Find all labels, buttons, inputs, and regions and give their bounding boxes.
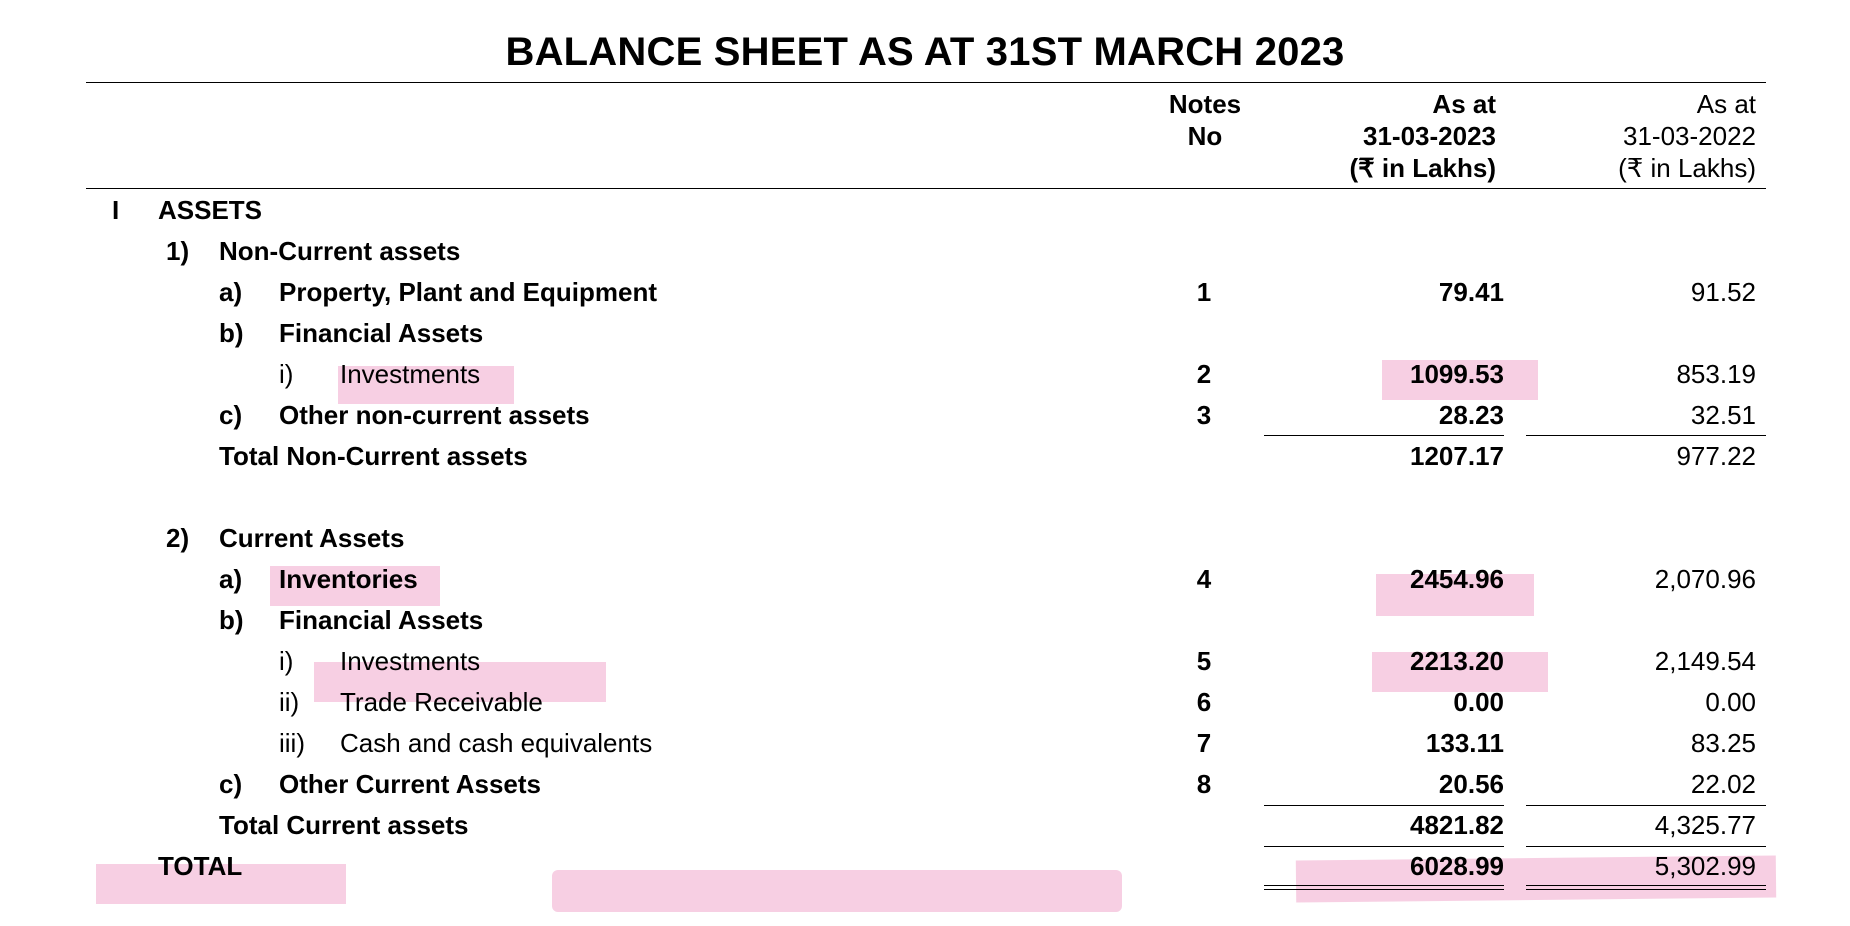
row-note: 7 (1196, 728, 1212, 758)
current-header-line: 31-03-2023 (1363, 121, 1496, 151)
table-row (0, 190, 1850, 230)
row-label: Property, Plant and Equipment (279, 277, 658, 307)
table-row (0, 272, 1850, 312)
row-previous: 22.02 (1690, 769, 1756, 799)
row-marker: a) (219, 277, 243, 307)
row-marker: b) (219, 318, 244, 348)
grand-total-double-rule (1264, 885, 1504, 890)
row-label: Financial Assets (279, 605, 484, 635)
table-row (0, 313, 1850, 353)
row-current: 6028.99 (1410, 851, 1504, 881)
row-label: Financial Assets (279, 318, 484, 348)
row-current: 1099.53 (1410, 359, 1504, 389)
row-note: 1 (1196, 277, 1212, 307)
row-note: 2 (1196, 359, 1212, 389)
row-label: Total Non-Current assets (219, 441, 528, 471)
row-marker: iii) (279, 728, 305, 758)
row-previous: 2,149.54 (1654, 646, 1756, 676)
row-previous: 4,325.77 (1654, 810, 1756, 840)
row-note: 5 (1196, 646, 1212, 676)
row-label: ASSETS (158, 195, 263, 225)
grand-total-double-rule (1526, 885, 1766, 890)
table-row (0, 231, 1850, 271)
row-marker: i) (279, 359, 294, 389)
previous-header-line: 31-03-2022 (1623, 121, 1756, 151)
previous-header-line: (₹ in Lakhs) (1618, 153, 1756, 183)
current-year-header (1260, 88, 1496, 184)
row-marker: a) (219, 564, 243, 594)
row-previous: 91.52 (1690, 277, 1756, 307)
row-marker: I (112, 195, 120, 225)
row-current: 133.11 (1425, 728, 1504, 758)
table-row (0, 518, 1850, 558)
row-marker: 2) (166, 523, 190, 553)
row-note: 3 (1196, 400, 1212, 430)
table-row (0, 805, 1850, 845)
row-current: 4821.82 (1410, 810, 1504, 840)
row-label: Investments (340, 646, 481, 676)
row-marker: ii) (279, 687, 300, 717)
notes-header-line: No (1187, 121, 1223, 151)
row-current: 1207.17 (1410, 441, 1504, 471)
row-previous: 977.22 (1676, 441, 1756, 471)
table-row (0, 846, 1850, 886)
row-previous: 0.00 (1705, 687, 1756, 717)
row-previous: 853.19 (1676, 359, 1756, 389)
previous-header-line: As at (1696, 89, 1756, 119)
row-previous: 5,302.99 (1654, 851, 1756, 881)
table-row (0, 764, 1850, 804)
current-header-line: As at (1432, 89, 1496, 119)
row-current: 28.23 (1438, 400, 1504, 430)
table-row (0, 682, 1850, 722)
table-row (0, 354, 1850, 394)
row-label: Other non-current assets (279, 400, 590, 430)
row-label: Cash and cash equivalents (340, 728, 653, 758)
row-current: 79.41 (1438, 277, 1504, 307)
row-current: 20.56 (1438, 769, 1504, 799)
row-previous: 83.25 (1690, 728, 1756, 758)
table-row (0, 641, 1850, 681)
notes-header (1140, 88, 1270, 152)
row-label: Total Current assets (219, 810, 469, 840)
row-previous: 32.51 (1690, 400, 1756, 430)
row-label: Investments (340, 359, 481, 389)
previous-year-header (1520, 88, 1756, 184)
row-label: Inventories (279, 564, 418, 594)
row-label: Non-Current assets (219, 236, 461, 266)
row-marker: c) (219, 769, 243, 799)
row-label: Current Assets (219, 523, 405, 553)
row-marker: 1) (166, 236, 190, 266)
row-marker: b) (219, 605, 244, 635)
page-title: BALANCE SHEET AS AT 31ST MARCH 2023 (505, 30, 1345, 74)
row-label: TOTAL (158, 851, 243, 881)
table-row (0, 395, 1850, 435)
table-row (0, 436, 1850, 476)
row-current: 0.00 (1453, 687, 1504, 717)
row-label: Other Current Assets (279, 769, 541, 799)
current-header-line: (₹ in Lakhs) (1349, 153, 1496, 183)
row-current: 2213.20 (1410, 646, 1504, 676)
title-rule (86, 82, 1766, 83)
notes-header-line: Notes (1168, 89, 1242, 119)
table-row (0, 559, 1850, 599)
row-label: Trade Receivable (340, 687, 543, 717)
row-marker: c) (219, 400, 243, 430)
row-note: 4 (1196, 564, 1212, 594)
row-previous: 2,070.96 (1654, 564, 1756, 594)
row-note: 6 (1196, 687, 1212, 717)
table-row (0, 723, 1850, 763)
row-current: 2454.96 (1410, 564, 1504, 594)
row-note: 8 (1196, 769, 1212, 799)
header-rule (86, 188, 1766, 189)
table-row (0, 600, 1850, 640)
row-marker: i) (279, 646, 294, 676)
